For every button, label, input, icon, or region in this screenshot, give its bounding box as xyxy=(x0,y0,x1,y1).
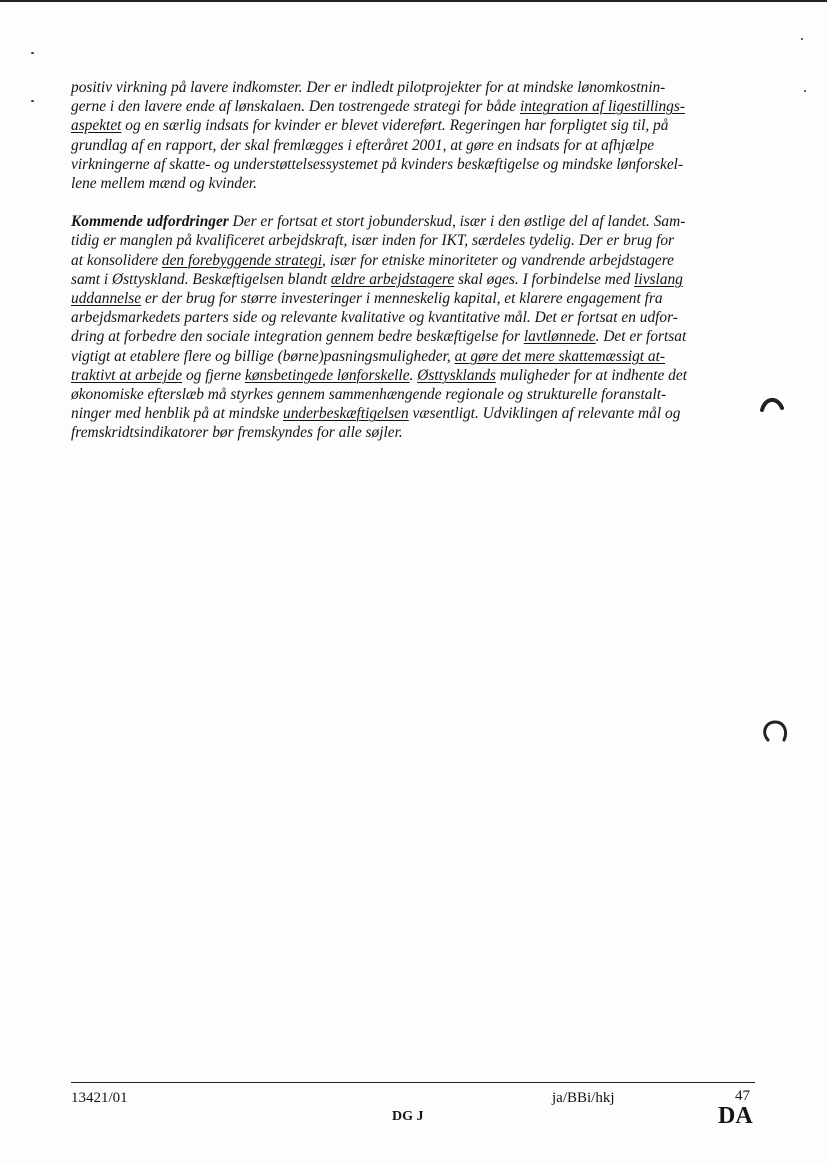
text-line: arbejdsmarkedets parters side og relevante kvalitative og kvantitative mål. Det er fortsat en udfor- xyxy=(71,309,678,327)
section-heading: Kommende udfordringer xyxy=(71,213,229,231)
page-number: 47 xyxy=(735,1088,750,1104)
text-line: traktivt at arbejde og fjerne kønsbetingede lønforskelle. Østtysklands muligheder for at indhente det xyxy=(71,366,687,384)
binding-hole-mark-icon xyxy=(760,718,790,744)
document-reference: 13421/01 xyxy=(71,1090,128,1106)
underlined-term: aspektet xyxy=(71,117,122,135)
text-line: økonomiske efterslæb må styrkes gennem sammenhængende regionale og strukturelle foranstalt- xyxy=(71,386,667,404)
text-line: samt i Østtyskland. Beskæftigelsen blandt ældre arbejdstagere skal øges. I forbindelse med livslang xyxy=(71,270,683,288)
underlined-term: underbeskæftigelsen xyxy=(283,405,409,423)
text-line: vigtigt at etablere flere og billige (børne)pasningsmuligheder, at gøre det mere skattemæssigt at- xyxy=(71,347,666,365)
text-line: tidig er manglen på kvalificeret arbejdskraft, især inden for IKT, særdeles tydelig. Der er brug for xyxy=(71,232,675,250)
text-line: at konsolidere den forebyggende strategi, især for etniske minoriteter og vandrende arbejdstagere xyxy=(71,251,674,269)
text-line: lene mellem mænd og kvinder. xyxy=(71,175,257,193)
footer-divider xyxy=(71,1082,755,1083)
binding-hole-mark-icon xyxy=(760,392,784,414)
underlined-term: ældre arbejdstagere xyxy=(330,270,455,288)
text-line: fremskridtsindikatorer bør fremskyndes for alle søjler. xyxy=(71,424,403,442)
text-line: grundlag af en rapport, der skal fremlægges i efteråret 2001, at gøre en indsats for at afhjælpe xyxy=(71,136,655,154)
underlined-term: integration af ligestillings- xyxy=(519,98,685,116)
scan-speck xyxy=(801,38,803,40)
document-body xyxy=(71,78,761,462)
underlined-term: traktivt at arbejde xyxy=(71,366,183,384)
underlined-term: den forebyggende strategi xyxy=(161,251,323,269)
top-border-line xyxy=(0,0,827,2)
text-line: virkningerne af skatte- og understøttelsessystemet på kvinders beskæftigelse og mindske lønforskel- xyxy=(71,155,684,173)
underlined-term: livslang xyxy=(634,270,683,288)
underlined-term: at gøre det mere skattemæssigt at- xyxy=(454,347,666,365)
underlined-term: uddannelse xyxy=(71,290,142,308)
author-initials: ja/BBi/hkj xyxy=(552,1090,615,1106)
language-code: DA xyxy=(718,1103,753,1129)
text-line: Kommende udfordringer Der er fortsat et stort jobunderskud, især i den østlige del af landet. Sam- xyxy=(71,213,686,231)
scan-speck xyxy=(804,90,806,92)
text-line: aspektet og en særlig indsats for kvinder er blevet videreført. Regeringen har forpligtet sig til, på xyxy=(71,117,669,135)
scan-speck xyxy=(31,52,34,54)
underlined-term: kønsbetingede lønforskelle xyxy=(244,366,410,384)
text-line: dring at forbedre den sociale integration gennem bedre beskæftigelse for lavtlønnede. Det er fortsat xyxy=(71,328,687,346)
scan-speck xyxy=(31,100,34,102)
text-line: gerne i den lavere ende af lønskalaen. Den tostrengede strategi for både integration af ligestillings- xyxy=(71,98,685,116)
paragraph-2 xyxy=(71,212,761,442)
text-line: ninger med henblik på at mindske underbeskæftigelsen væsentligt. Udviklingen af relevante mål og xyxy=(71,405,681,423)
underlined-term: lavtlønnede xyxy=(523,328,596,346)
underlined-term: Østtysklands xyxy=(417,366,496,384)
directorate-label: DG J xyxy=(392,1109,424,1124)
text-line: uddannelse er der brug for større investeringer i menneskelig kapital, et klarere engagement fra xyxy=(71,290,663,308)
text-line: positiv virkning på lavere indkomster. Der er indledt pilotprojekter for at mindske lønomkostnin- xyxy=(71,79,666,96)
paragraph-1 xyxy=(71,78,761,193)
